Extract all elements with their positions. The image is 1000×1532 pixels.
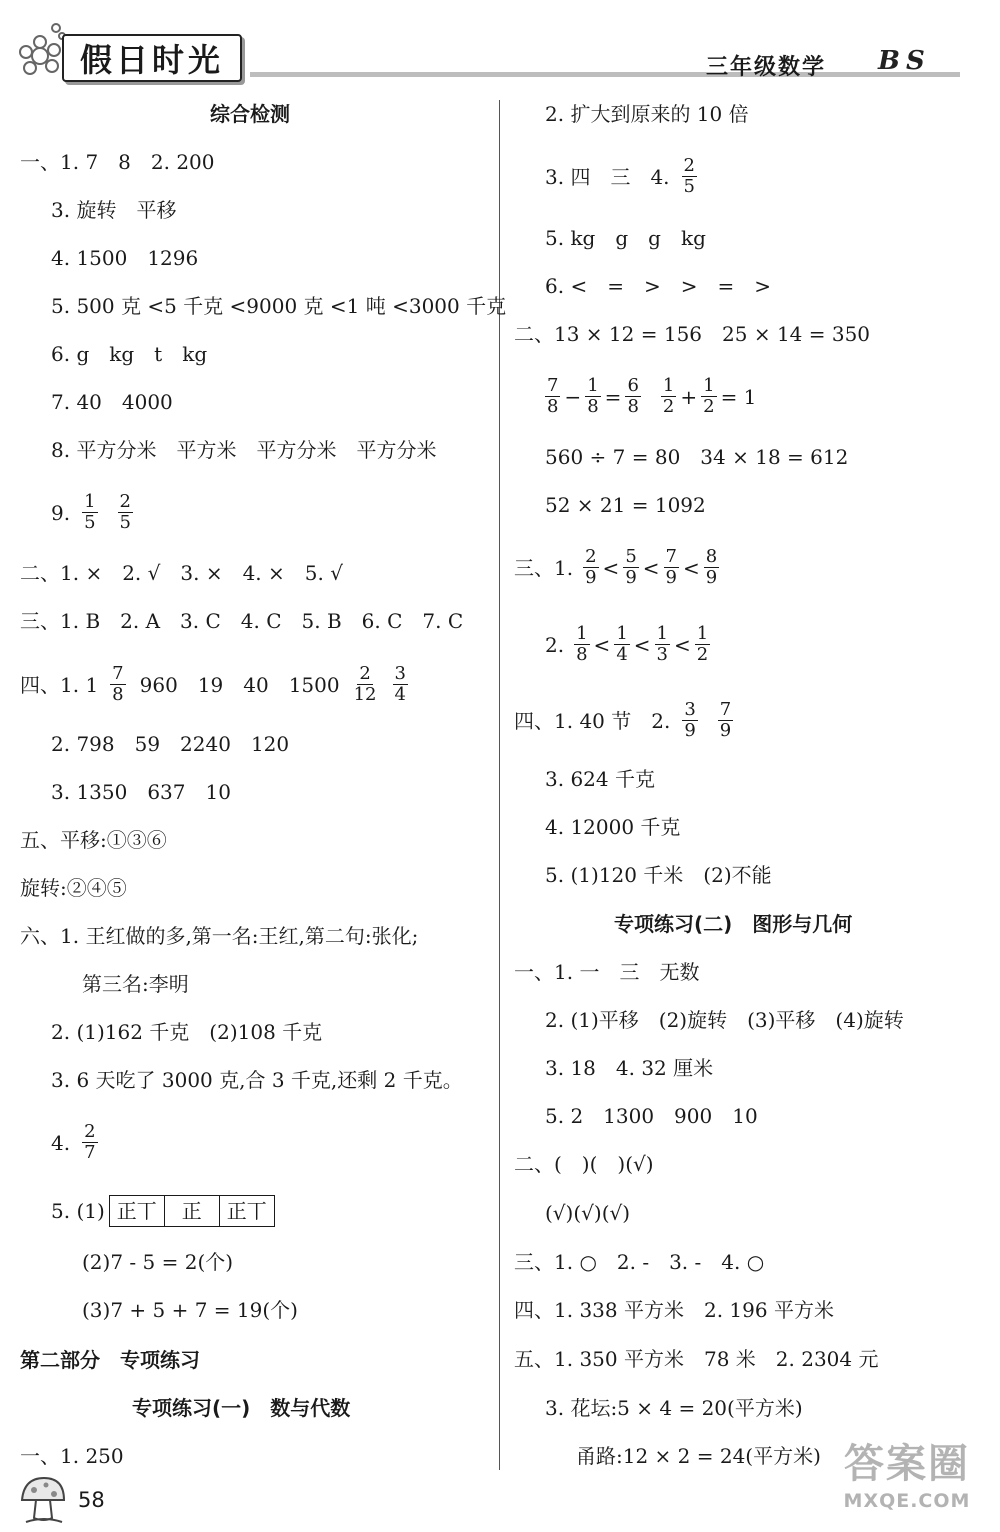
tally-cell: 正: [165, 1196, 220, 1226]
fraction: $\frac{7}{8}$: [547, 375, 559, 417]
fraction: $\frac{1}{8}$: [587, 375, 599, 417]
fraction: $\frac{1}{2}$: [703, 375, 715, 417]
fraction: $\frac{1}{3}$: [656, 623, 668, 665]
answer-line: 四、1. 338 平方米 2. 196 平方米: [514, 1298, 834, 1322]
answer-line: 三、1. ○ 2. - 3. - 4. ○: [514, 1250, 765, 1274]
fraction: $\frac{3}{9}$: [684, 699, 696, 741]
edition-badge: BS: [878, 46, 931, 76]
fraction: $\frac{3}{4}$: [394, 663, 406, 705]
answer-line: 一、1. 250: [20, 1444, 124, 1468]
subject-title: 三年级数学: [706, 55, 827, 80]
answer-line: 3. 旋转 平移: [51, 198, 177, 222]
answer-line: 5. kg g g kg: [545, 226, 706, 250]
fraction: $\frac{2}{5}$: [683, 155, 695, 197]
answer-line: 一、1. 一 三 无数: [514, 960, 700, 984]
fraction: $\frac{1}{2}$: [696, 623, 709, 665]
fraction: $\frac{2}{9}$: [585, 546, 597, 588]
answer-line: 4. $\frac{2}{7}$: [51, 1121, 96, 1163]
tally-cell: 正丅: [110, 1196, 165, 1226]
answer-line: 五、平移:①③⑥: [20, 828, 167, 852]
page-number: 58: [78, 1488, 105, 1512]
answer-line: 8. 平方分米 平方米 平方分米 平方分米: [51, 438, 437, 462]
answer-line: 560 ÷ 7 = 80 34 × 18 = 612: [545, 445, 849, 469]
answer-line: 二、1. × 2. √ 3. × 4. × 5. √: [20, 561, 343, 585]
header-rule: [250, 72, 960, 77]
answer-line: (3)7 + 5 + 7 = 19(个): [82, 1298, 298, 1322]
answer-line: 2. (1)162 千克 (2)108 千克: [51, 1020, 323, 1044]
answer-line: $\frac{7}{8}$ − $\frac{1}{8}$ = $\frac{6}{8}$ $\frac{1}{2}$ + $\frac{1}{2}$ = 1: [547, 375, 757, 417]
answer-line: [51, 492, 137, 533]
answer-line: 3. 1350 637 10: [51, 780, 231, 804]
answer-line: 3. 花坛:5 × 4 = 20(平方米): [545, 1396, 803, 1420]
tally-table: [109, 1195, 275, 1227]
answer-line: 第三名:李明: [82, 972, 189, 996]
fraction: $\frac{7}{8}$: [112, 663, 124, 705]
answer-line: 3. 6 天吃了 3000 克,合 3 千克,还剩 2 千克。: [51, 1068, 463, 1092]
answer-line: 二、13 × 12 = 156 25 × 14 = 350: [514, 322, 871, 346]
answer-line: 2. 扩大到原来的 10 倍: [545, 102, 749, 126]
answer-line: 四、1. 40 节 2. $\frac{3}{9}$ $\frac{7}{9}$: [514, 699, 732, 741]
fraction: $\frac{7}{9}$: [719, 699, 732, 741]
answer-line: 4. 1500 1296: [51, 246, 199, 270]
brand-box: [62, 34, 242, 82]
answer-line: 3. 四 三 4. $\frac{2}{5}$: [545, 155, 695, 197]
fraction: $\frac{5}{9}$: [625, 546, 637, 588]
answer-line: 52 × 21 = 1092: [545, 493, 706, 517]
fraction: $\frac{2}{12}$: [353, 663, 377, 705]
item-number: 9.: [51, 500, 71, 525]
answer-line: (√)(√)(√): [545, 1201, 631, 1225]
fraction: $\frac{7}{9}$: [665, 546, 677, 588]
answer-line: 旋转:②④⑤: [20, 876, 127, 900]
answer-line: 5. (1)120 千米 (2)不能: [545, 863, 772, 887]
watermark-logo-text: 答案圈: [844, 1441, 970, 1487]
answer-line: 2. 798 59 2240 120: [51, 732, 290, 756]
answer-line: 7. 40 4000: [51, 390, 173, 414]
answer-line: 2. (1)平移 (2)旋转 (3)平移 (4)旋转: [545, 1008, 904, 1032]
answer-line: 一、1. 7 8 2. 200: [20, 150, 215, 174]
fraction: $\frac{1}{5}$: [84, 491, 96, 533]
answer-line: 二、( )( )(√): [514, 1152, 654, 1176]
watermark: [818, 1440, 996, 1526]
answer-line: 三、1. B 2. A 3. C 4. C 5. B 6. C 7. C: [20, 609, 464, 633]
answer-line: 6. < = > > = >: [545, 274, 771, 298]
answer-line: 四、1. 1 $\frac{7}{8}$ 960 19 40 1500 $\frac{2}{12}$ $\frac{3}{4}$: [20, 663, 406, 705]
part-title: 第二部分 专项练习: [20, 1348, 200, 1372]
answer-line: 3. 624 千克: [545, 767, 655, 791]
fraction: $\frac{8}{9}$: [705, 546, 718, 588]
brand-title: 假日时光: [79, 41, 224, 79]
answer-line: 3. 18 4. 32 厘米: [545, 1056, 714, 1080]
fraction: $\frac{1}{2}$: [662, 375, 675, 417]
fraction: $\frac{1}{4}$: [616, 623, 628, 665]
answer-line: 2. $\frac{1}{8}$ < $\frac{1}{4}$ < $\frac{1}{3}$ < $\frac{1}{2}$: [545, 623, 709, 665]
answer-line: 5. 2 1300 900 10: [545, 1104, 758, 1128]
watermark-url: MXQE.COM: [843, 1490, 971, 1512]
mushroom-icon: [18, 1474, 68, 1526]
section-title: 专项练习(二) 图形与几何: [614, 912, 853, 936]
section-title: 专项练习(一) 数与代数: [132, 1396, 351, 1420]
answer-line: 6. g kg t kg: [51, 342, 208, 366]
answer-line: 5. 500 克 <5 千克 <9000 克 <1 吨 <3000 千克: [51, 294, 507, 318]
fraction: $\frac{1}{8}$: [576, 623, 588, 665]
fraction: $\frac{2}{5}$: [119, 491, 131, 533]
answer-line: 六、1. 王红做的多,第一名:王红,第二句:张化;: [20, 924, 419, 948]
answer-line: 五、1. 350 平方米 78 米 2. 2304 元: [514, 1347, 879, 1371]
answer-line: 4. 12000 千克: [545, 815, 681, 839]
flower-icon: [18, 20, 66, 76]
fraction: $\frac{6}{8}$: [627, 375, 639, 417]
answer-line: 三、1. $\frac{2}{9}$ < $\frac{5}{9}$ < $\frac{7}{9}$ < $\frac{8}{9}$: [514, 546, 718, 588]
answer-line: 5. (1) 正丅 正 正丅: [51, 1195, 275, 1227]
answer-line: (2)7 - 5 = 2(个): [82, 1250, 234, 1274]
tally-cell: 正丅: [226, 1199, 267, 1223]
answer-line: 甬路:12 × 2 = 24(平方米): [576, 1444, 821, 1468]
fraction: $\frac{2}{7}$: [84, 1121, 96, 1163]
section-title: 综合检测: [210, 102, 290, 126]
